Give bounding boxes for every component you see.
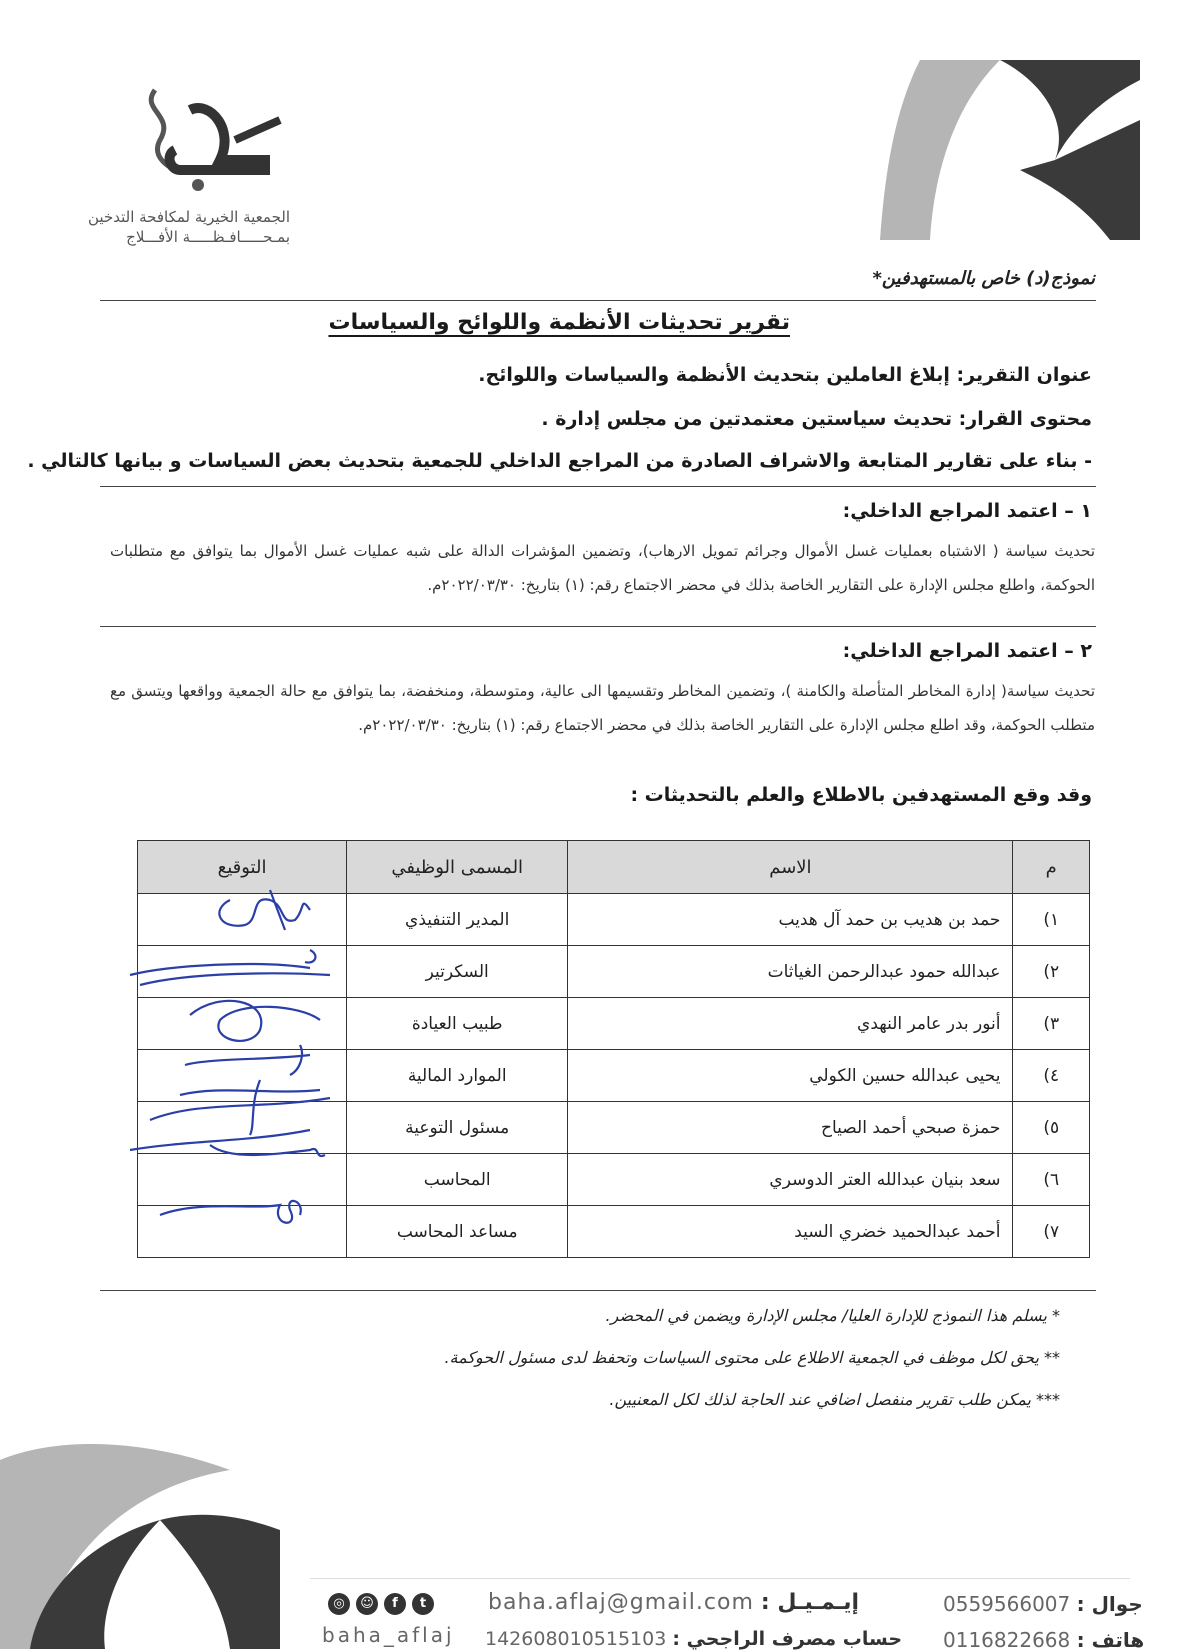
org-name-line1: الجمعية الخيرية لمكافحة التدخين [88,208,290,226]
note-3: *** يمكن طلب تقرير منفصل اضافي عند الحاجة لذلك لكل المعنيين. [609,1390,1060,1409]
row-name: سعد بنيان عبدالله العتر الدوسري [568,1154,1013,1206]
basis-line: - بناء على تقارير المتابعة والاشراف الصادرة من المراجع الداخلي للجمعية بتحديث بعض السياسات و بيانها كالتالي . [27,450,1092,472]
email-value[interactable]: baha.aflaj@gmail.com [488,1590,754,1615]
col-job-header: المسمى الوظيفي [347,841,568,894]
form-label: نموذج(د) خاص بالمستهدفين* [872,268,1095,289]
twitter-icon[interactable]: t [412,1593,434,1615]
account-label: حساب مصرف الراجحي : [672,1628,903,1650]
account-value: 142608010515103 [485,1628,667,1650]
row-name: حمد بن هديب بن حمد آل هديب [568,894,1013,946]
phone-block [943,1628,1144,1652]
instagram-icon[interactable]: ◎ [328,1593,350,1615]
row-num: ٤) [1013,1050,1090,1102]
divider-top [100,300,1096,301]
email-label: إيـمـيـل : [760,1590,860,1615]
row-job: طبيب العيادة [347,998,568,1050]
corner-decoration-top [880,60,1140,240]
row-job: مساعد المحاسب [347,1206,568,1258]
row-job: مسئول التوعية [347,1102,568,1154]
phone-label: هاتف : [1076,1628,1145,1652]
mobile-block [943,1592,1143,1616]
row-num: ٣) [1013,998,1090,1050]
corner-decoration-bottom [0,1440,300,1649]
facebook-icon[interactable]: f [384,1593,406,1615]
row-job: المحاسب [347,1154,568,1206]
section-2-heading: ٢ – اعتمد المراجع الداخلي: [842,640,1092,662]
divider-2 [100,626,1096,627]
account-block [485,1628,902,1650]
row-num: ٢) [1013,946,1090,998]
row-job: الموارد المالية [347,1050,568,1102]
row-name: حمزة صبحي أحمد الصياح [568,1102,1013,1154]
row-name: يحيى عبدالله حسين الكولي [568,1050,1013,1102]
section-1-heading: ١ – اعتمد المراجع الداخلي: [842,500,1092,522]
social-handle: baha_aflaj [322,1623,455,1647]
col-name-header: الاسم [568,841,1013,894]
logo-mark-icon [60,70,290,200]
email-block [488,1590,859,1615]
row-name: أنور بدر عامر النهدي [568,998,1013,1050]
social-icons [322,1592,434,1615]
note-2: ** يحق لكل موظف في الجمعية الاطلاع على محتوى السياسات وتحفظ لدى مسئول الحوكمة. [444,1348,1060,1367]
handwritten-signatures [110,880,360,1260]
signed-line: وقد وقع المستهدفين بالاطلاع والعلم بالتحديثات : [630,784,1092,806]
footer-divider [310,1578,1130,1579]
mobile-value[interactable]: 0559566007 [943,1592,1071,1616]
row-job: السكرتير [347,946,568,998]
phone-value[interactable]: 0116822668 [943,1628,1071,1652]
snapchat-icon[interactable]: ☺ [356,1593,378,1615]
decision-line: محتوى القرار: تحديث سياستين معتمدتين من مجلس إدارة . [541,408,1092,430]
divider-1 [100,486,1096,487]
divider-notes [100,1290,1096,1291]
row-name: عبدالله حمود عبدالرحمن الغياثات [568,946,1013,998]
section-2-body: تحديث سياسة( إدارة المخاطر المتأصلة والكامنة )، وتضمين المخاطر وتقسيمها الى عالية، ومتوسطة، ومنخفضة، بما يتوافق مع حالة الجمعية وواقعها ويتسق مع متطلب الحوكمة، وقد اطلع مجلس الإدارة على التقارير الخاصة بذلك في محضر الاجتماع رقم: (١) بتاريخ: ٢٠٢٢/٠٣/٣٠م. [110,682,1095,734]
row-num: ٦) [1013,1154,1090,1206]
mobile-label: جوال : [1076,1592,1143,1616]
org-logo [60,70,290,260]
col-num-header: م [1013,841,1090,894]
row-job: المدير التنفيذي [347,894,568,946]
report-title-line: عنوان التقرير: إبلاغ العاملين بتحديث الأنظمة والسياسات واللوائح. [478,364,1092,386]
row-num: ٧) [1013,1206,1090,1258]
page-title: تقرير تحديثات الأنظمة واللوائح والسياسات [328,310,790,335]
col-sign-header: التوقيع [138,841,347,894]
org-name-line2: بمـحـــــافـظـــــة الأفـــلاج [126,228,290,246]
row-num: ١) [1013,894,1090,946]
row-name: أحمد عبدالحميد خضري السيد [568,1206,1013,1258]
section-1-body: تحديث سياسة ( الاشتباه بعمليات غسل الأموال وجرائم تمويل الارهاب)، وتضمين المؤشرات الدالة على شبه عمليات غسل الأموال بما يتوافق مع متطلبات الحوكمة، واطلع مجلس الإدارة على التقارير الخاصة بذلك في محضر الاجتماع رقم: (١) بتاريخ: ٢٠٢٢/٠٣/٣٠م. [110,542,1095,594]
note-1: * يسلم هذا النموذج للإدارة العليا/ مجلس الإدارة ويضمن في المحضر. [605,1306,1060,1325]
row-num: ٥) [1013,1102,1090,1154]
